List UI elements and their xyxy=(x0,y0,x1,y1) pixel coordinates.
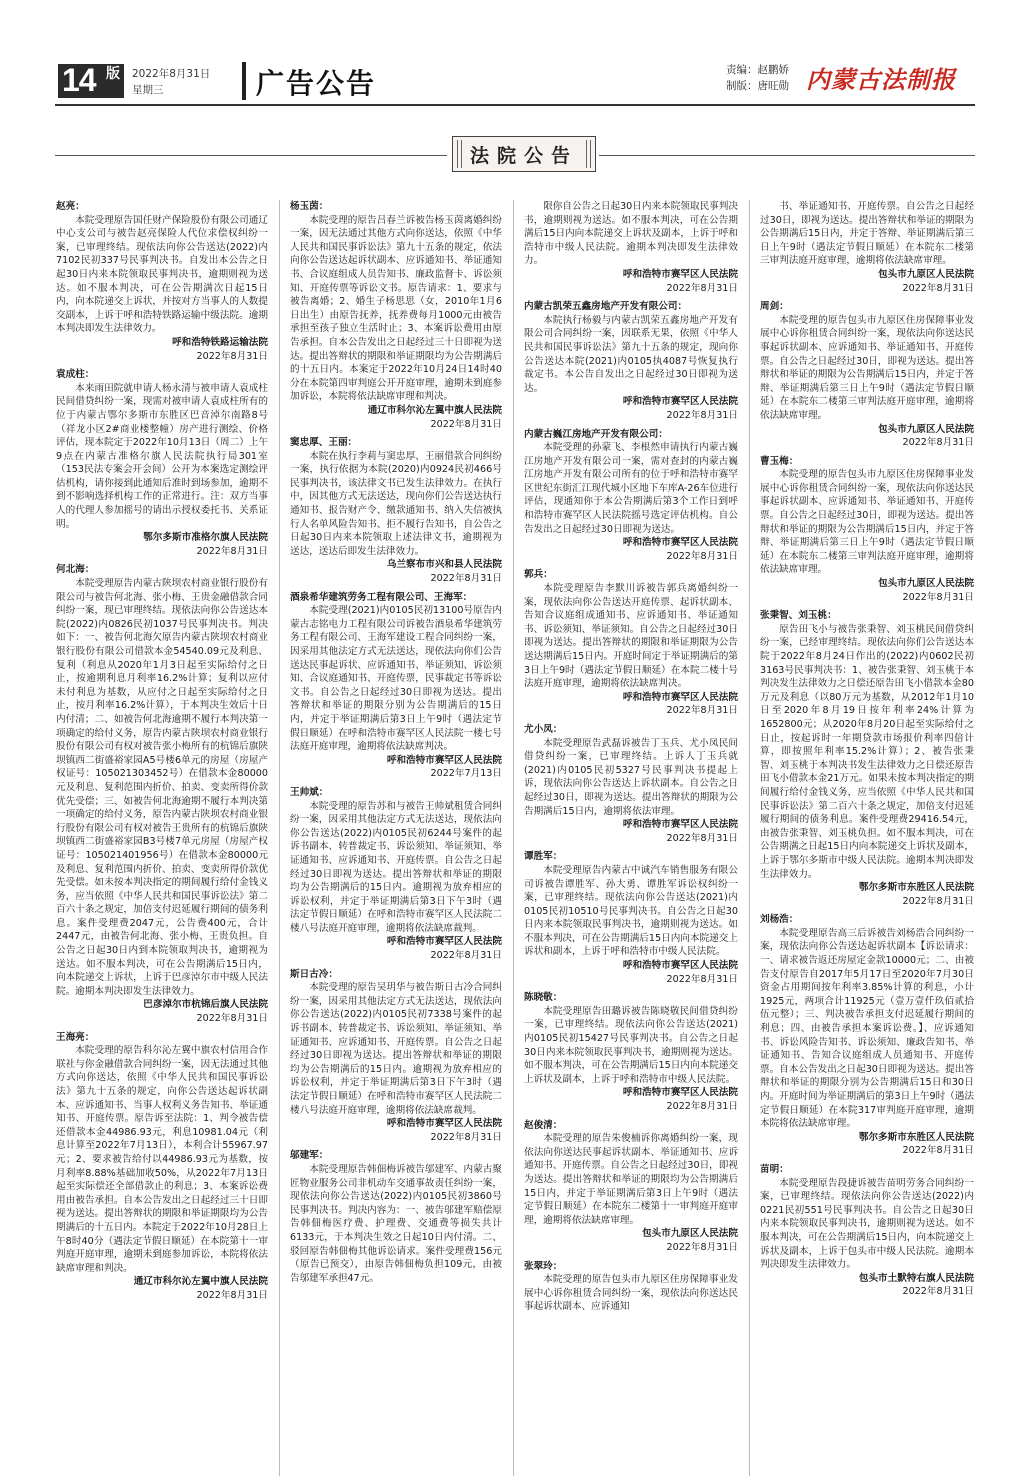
date: 2022年8月31日 xyxy=(132,68,211,80)
notice-date: 2022年8月31日 xyxy=(430,1131,502,1143)
notice-body: 本院受理的原告包头市九原区住房保障事业发展中心诉你租赁合同纠纷一案，现依法向你送达民事起诉状副本、应诉通知书、举证通知书、开庭传票。自公告之日起经过30日，即视为送达。提出答辩状和举证的期限为公告期满后15日内，并定于答辩、举证期满后第三日上午9时（遇法定节假日顺延）在本院东二楼第三审判法庭开庭审理，逾期将依法缺席审理。 xyxy=(760,314,974,421)
section-banner: 法院公告 xyxy=(452,136,596,172)
column-4 xyxy=(760,200,974,1476)
notice-addressee: 郭兵： xyxy=(524,569,553,581)
notice-court: 包头市土默特右旗人民法院 xyxy=(858,1272,974,1284)
court-notice xyxy=(56,1031,268,1303)
notice-addressee: 张翠玲： xyxy=(524,1260,563,1272)
notice-body: 本院受理原告国任财产保险股份有限公司通辽中心支公司与被告赵亮保险人代位求偿权纠纷一案，已审理终结。现依法向你公告送达(2022)内7102民初337号民事判决书。自发出本公告之日起30日内来本院领取民事判决书，逾期则视为送达。如不服本判决，可在公告期满次日起15日内，向本院递交上诉状，并按对方当事人的人数提交副本，上诉于呼和浩特铁路运输中级法院。逾期本判决即发生法律效力。 xyxy=(56,214,268,335)
notice-date: 2022年8月31日 xyxy=(666,1241,738,1253)
page-number-box xyxy=(58,64,124,98)
title-bar xyxy=(242,62,246,100)
notice-body: 本院受理原告内蒙古陕坝农村商业银行股份有限公司与被告何北海、张小梅、王贵金融借款合同纠纷一案，现已审理终结。现依法向你公告送达本院(2022)内0826民初1037号民事判决书。判决如下：一、被告何北海欠原告内蒙古陕坝农村商业银行股份有限公司借款本金54540.09元及利息、复利（利息从2020年1月3日起至实际给付之日止，按逾期利息月利率16.2%计算；复利以应付未付利息为基数，从应付之日起至实际给付之日止，按月利率16.2%计算），于本判决生效后十日内付清；二、如被告何北海逾期不履行本判决第一项确定的给付义务，原告内蒙古陕坝农村商业银行股份有限公司有权对被告张小梅所有的杭锦后旗陕坝镇西二街盛裕家园A5号楼6单元的房屋（房屋产权证号：105021303452号）在借款本金80000元及利息、复利范围内折价、拍卖、变卖所得价款优先受偿；三、如被告何北海逾期不履行本判决第一项确定的给付义务，原告内蒙古陕坝农村商业银行股份有限公司有权对被告王贵所有的杭锦后旗陕坝镇西二街盛裕家园B3号楼7单元房屋（房屋产权证号：105021401956号）在借款本金80000元及利息、复利范围内折价、拍卖、变卖所得价款优先受偿。如未按本判决指定的期间履行给付金钱义务，应当依照《中华人民共和国民事诉讼法》第二百六十条之规定，加倍支付迟延履行期间的债务利息。案件受理费2047元，公告费400元，合计2447元，由被告何北海、张小梅、王贵负担。自公告之日起30日内到本院领取判决书，逾期视为送达。如不服本判决，可在公告期满后15日内，向本院递交上诉状，上诉于巴彦淖尔市中级人民法院。逾期本判决即发生法律效力。 xyxy=(56,578,268,997)
notice-body: 本院受理的原告包头市九原区住房保障事业发展中心诉你租赁合同纠纷一案，现依法向你送达民事起诉状副本、应诉通知书、举证通知书、开庭传票。自公告之日起经过30日，即视为送达。提出答辩状和举证的期限为公告期满后15日内，并定于答辩、举证期满后第三日上午9时（遇法定节假日顺延）在本院东二楼第三审判法庭开庭审理，逾期将依法缺席审理。 xyxy=(760,469,974,576)
court-notice xyxy=(290,200,502,431)
notice-body: 本来雨田院就申请人杨永清与被申请人袁成柱民间借贷纠纷一案，现需对被申请人袁成柱所有的位于内蒙古鄂尔多斯市东胜区巴音淖尔南路8号（祥龙小区2#商业楼整幢）房产进行测绘、价格评估，现本院定于2022年10月13日（周二）上午9点在内蒙古准格尔旗人民法院执行局301室（153民法专案会开会间）公开为本案选定测绘评估机构，请你接到此通知后准时到场参加，逾期不到不影响选择机构工作的正常进行。注：双方当事人的代理人参加摇号的请出示授权委托书、关系证明。 xyxy=(56,382,268,530)
court-notice xyxy=(760,913,974,1158)
notice-body: 本院在执行李莉与窦忠厚、王丽借款合同纠纷一案，执行依据为本院(2020)内0924民初466号民事判决书，该法律文书已发生法律效力。在执行中，因其他方式无法送达，现向你们公告送达执行通知书、报告财产令、缴款通知书、纳入失信被执行人名单风险告知书、拒不履行告知书，自公告之日起30日内来本院领取上述法律文书，逾期视为送达，送达后即发生法律效力。 xyxy=(290,450,502,557)
court-notice xyxy=(56,200,268,363)
notice-addressee: 内蒙古巍江房地产开发有限公司： xyxy=(524,428,668,440)
notice-date: 2022年8月31日 xyxy=(196,545,268,557)
notice-body: 原告田飞小与被告张秉智、刘玉桃民间借贷纠纷一案，已经审理终结。现依法向你们公告送达本院于2022年8月24日作出的(2022)内0602民初3163号民事判决书：1、被告张秉智、刘玉桃于本判决发生法律效力之日偿还原告田飞小借款本金80万元及利息（以80万元为基数，从2012年1月10日至2020年8月19日按年利率24%计算为1652800元；从2020年8月20日起至实际给付之日止，按起诉时一年期贷款市场报价利率四倍计算，即按照年利率15.2%计算）；2、被告张秉智、刘玉桃于本判决书发生法律效力之日偿还原告田飞小借款本金21万元。如果未按本判决指定的期间履行给付金钱义务，应当依照《中华人民共和国民事诉讼法》第二百六十条之规定，加倍支付迟延履行期间的债务利息。案件受理费29416.54元，由被告张秉智、刘玉桃负担。如不服本判决，可在公告期满之日起15日内向本院递交上诉状及副本，上诉于鄂尔多斯市中级人民法院。逾期本判决即发生法律效力。 xyxy=(760,623,974,880)
newspaper-masthead: 内蒙古法制报 xyxy=(806,65,956,94)
notice-date: 2022年8月31日 xyxy=(430,418,502,430)
notice-date: 2022年8月31日 xyxy=(666,1101,738,1112)
notice-body: 本院受理原告段捷诉被告苗明劳务合同纠纷一案，已审理终结。现依法向你公告送达(2022)内0221民初551号民事判决书。自公告之日起30日内来本院领取民事判决书，逾期则视为送达。如不服本判决，可在公告期满后15日内，向本院递交上诉状及副本，上诉于包头市中级人民法院。逾期本判决即发生法律效力。 xyxy=(760,1177,974,1271)
notice-addressee: 尤小凤： xyxy=(524,723,563,735)
notice-court: 鄂尔多斯市东胜区人民法院 xyxy=(858,882,974,894)
header-rule xyxy=(55,104,975,106)
notice-addressee: 酒泉希华建筑劳务工程有限公司、王海军： xyxy=(290,591,473,603)
court-notice xyxy=(290,968,502,1145)
court-notice xyxy=(524,200,738,295)
notice-addressee: 曹玉梅： xyxy=(760,455,799,467)
column-divider xyxy=(749,200,750,1476)
notice-date: 2022年8月31日 xyxy=(902,437,974,449)
weekday: 星期三 xyxy=(132,84,164,96)
credits xyxy=(726,62,789,94)
notice-body: 本院受理原告田璐诉被告陈晓敬民间借贷纠纷一案，已审理终结。现依法向你公告送达(2021)内0105民初15427号民事判决书。自公告之日起30日内来本院领取民事判决书，逾期则视为送达。如不服本判决，可在公告期满后15日内向本院递交上诉状及副本，上诉于呼和浩特市中级人民法院。 xyxy=(524,1005,738,1085)
notice-body: 本院受理的原告朱俊楠诉你离婚纠纷一案，现依法向你送达民事起诉状副本、举证通知书、应诉通知书、开庭传票。自公告之日起经过30日，即视为送达。提出答辩状和举证的期限均为公告期满后15日内，并定于举证期满后第3日上午9时（遇法定节假日顺延）在本院东二楼第十一审判庭开庭审理，逾期将依法缺席审理。 xyxy=(524,1133,738,1226)
notice-body: 本院受理原告韩佃梅诉被告邬建军、内蒙古聚匠物业服务公司非机动车交通事故责任纠纷一案，现依法向你公告送达(2022)内0105民初3860号民事判决书。判决内容为：一、被告邬建军赔偿原告韩佃梅医疗费、护理费、交通费等损失共计6133元，于本判决生效之日起10日内付清。二、驳回原告韩佃梅其他诉讼请求。案件受理费156元（原告已预交），由原告韩佃梅负担109元，由被告邬建军承担47元。 xyxy=(290,1163,502,1284)
notice-addressee: 杨玉茵： xyxy=(290,201,329,212)
court-notice xyxy=(290,591,502,781)
notice-date: 2022年7月13日 xyxy=(430,768,502,780)
notice-court: 包头市九原区人民法院 xyxy=(878,423,974,435)
notice-date: 2022年8月31日 xyxy=(666,409,738,421)
notice-court: 包头市九原区人民法院 xyxy=(878,268,974,280)
court-notice xyxy=(524,991,738,1113)
notice-addressee: 谭胜军： xyxy=(524,851,563,863)
notice-court: 呼和浩特市赛罕区人民法院 xyxy=(622,537,738,549)
notice-court: 通辽市科尔沁左翼中旗人民法院 xyxy=(367,404,502,416)
notice-body: 本院受理的原告吴玥华与被告斯日古冷合同纠纷一案，因采用其他法定方式无法送达，现依法向你公告送达(2022)内0105民初7338号案件的起诉书副本、转普裁定书、诉讼须知、举证须知、举证通知书、应诉通知书、开庭传票。自公告之日起经过30日即视为送达。提出答辩状和举证的期限均为公告期满后的15日内。逾期视为放弃相应的诉讼权利，并定于举证期满后第3日下午3时（遇法定节假日顺延）在呼和浩特市赛罕区人民法院二楼八号法庭开庭审理，逾期将依法缺席裁判。 xyxy=(290,982,502,1116)
column-1 xyxy=(56,200,268,1476)
notice-court: 鄂尔多斯市准格尔旗人民法院 xyxy=(143,532,268,544)
court-notice xyxy=(56,563,268,1025)
notice-body: 本院受理的孙蒙飞、李根然申请执行内蒙古巍江房地产开发有限公司一案，需对查封的内蒙古巍江房地产开发有限公司所有的位于呼和浩特市赛罕区世纪东街汇江现代城小区地下车库A-26车位进行评估，现通知你于本公告期满后第3个工作日到呼和浩特市赛罕区人民法院摇号选定评估机构。自公告发出之日起经过30日即视为送达。 xyxy=(524,442,738,535)
notice-addressee: 陈晓敬： xyxy=(524,992,563,1004)
court-notice xyxy=(290,436,502,586)
notice-date: 2022年8月31日 xyxy=(196,1289,268,1301)
producer: 制版：唐旺勋 xyxy=(726,80,789,92)
notice-body: 书、举证通知书、开庭传票。自公告之日起经过30日，即视为送达。提出答辩状和举证的期限为公告期满后15日内，并定于答辩、举证期满后第三日上午9时（遇法定节假日顺延）在本院东二楼第三审判法庭开庭审理，逾期将依法缺席审理。 xyxy=(760,201,974,267)
page-number: 14 xyxy=(62,62,96,98)
column-divider xyxy=(279,200,280,1476)
notice-body: 本院受理的原告吕春兰诉被告杨玉茵离婚纠纷一案，因无法通过其他方式向你送达，依照《中华人民共和国民事诉讼法》第九十五条的规定，依法向你公告送达起诉状副本、应诉通知书、举证通知书、合议庭组成人员告知书、廉政监督卡、诉讼须知、开庭传票等诉讼文书。原告请求：1、要求与被告离婚；2、婚生子杨思思（女，2010年1月6日出生）由原告抚养，抚养费每月1000元由被告承担至孩子独立生活时止；3、本案诉讼费用由原告承担。自本公告发出之日起经过三十日即视为送达。提出答辩状的期限和举证期限均为公告期满后的十五日内。本案定于2022年10月24日14时40分在本院第四审判庭公开开庭审理，逾期未到庭参加诉讼，本院将依法缺席审理和判决。 xyxy=(290,214,502,403)
notice-date: 2022年8月31日 xyxy=(666,832,738,844)
notice-body: 本院受理的原告苏和与被告王帅斌租赁合同纠纷一案，因采用其他法定方式无法送达，现依法向你公告送达(2022)内0105民初6244号案件的起诉书副本、转普裁定书、诉讼须知、举证须知、举证通知书、应诉通知书、开庭传票。自公告之日起经过30日即视为送达。提出答辩状和举证的期限均为公告期满后的15日内。逾期视为放弃相应的诉讼权利，并定于举证期满后第3日下午3时（遇法定节假日顺延）在呼和浩特市赛罕区人民法院二楼八号法庭开庭审理，逾期将依法缺席裁判。 xyxy=(290,800,502,934)
court-notice xyxy=(56,368,268,558)
court-notice xyxy=(524,568,738,718)
court-notice xyxy=(290,786,502,963)
court-notice xyxy=(524,1260,738,1314)
notice-body: 本院受理原告李默川诉被告郭兵离婚纠纷一案，现依法向你公告送达开庭传票、起诉状副本、告知合议庭组成通知书、应诉通知书、举证通知书、诉讼须知、举证须知。自公告之日起经过30日即视为送达。提出答辩状的期限和举证期限为公告送达期满后15日内。开庭时间定于举证期满后的第3日上午9时（遇法定节假日顺延）在本院二楼十号法庭开庭审理，逾期将依法缺席判决。 xyxy=(524,583,738,690)
column-divider xyxy=(513,200,514,1476)
issue-date xyxy=(132,66,210,98)
notice-body: 本院受理原告高三后诉被告刘杨浩合同纠纷一案，现依法向你公告送达起诉状副本【诉讼请求：一、请求被告返还房屋定金款10000元；二、由被告支付原告自2017年5月17日至2020年7月30日资金占用期间按年利率3.85%计算的利息，小计1925元，两项合计11925元（壹万壹仟玖佰贰拾伍元整）；三、判决被告承担支付迟延履行期间的利息；四、由被告承担本案诉讼费。】、应诉通知书、诉讼风险告知书、诉讼须知、廉政告知书、举证通知书、告知合议庭组成人员通知书、开庭传票。自本公告发出之日起30日即视为送达。提出答辩状和举证的期限分别为公告期满后15日和30日内。开庭时间为举证期满后的第3日上午9时（遇法定节假日顺延）在本院317审判庭开庭审理，逾期本院将依法缺席审理。 xyxy=(760,927,974,1130)
notice-court: 呼和浩特市赛罕区人民法院 xyxy=(386,754,502,766)
notice-addressee: 内蒙古凯荣五鑫房地产开发有限公司： xyxy=(524,301,688,313)
notice-court: 呼和浩特市赛罕区人民法院 xyxy=(622,396,738,408)
notice-date: 2022年8月31日 xyxy=(430,950,502,962)
column-3 xyxy=(524,200,738,1476)
court-notice xyxy=(760,609,974,908)
page-header xyxy=(0,0,1024,120)
notice-addressee: 赵亮： xyxy=(56,201,85,212)
notice-court: 呼和浩特市赛罕区人民法院 xyxy=(386,936,502,948)
notice-court: 乌兰察布市兴和县人民法院 xyxy=(386,559,502,571)
notice-court: 呼和浩特市赛罕区人民法院 xyxy=(622,691,738,703)
court-notice xyxy=(524,723,738,845)
notice-court: 呼和浩特市赛罕区人民法院 xyxy=(622,268,738,280)
notice-date: 2022年8月31日 xyxy=(666,705,738,717)
notice-body: 限你自公告之日起30日内来本院领取民事判决书，逾期则视为送达。如不服本判决，可在公告期满后15日内向本院递交上诉状及副本，上诉于呼和浩特市中级人民法院。逾期本判决即发生法律效力。 xyxy=(524,201,738,267)
court-notice xyxy=(524,300,738,422)
notice-court: 鄂尔多斯市东胜区人民法院 xyxy=(858,1131,974,1143)
notice-court: 通辽市科尔沁左翼中旗人民法院 xyxy=(133,1276,268,1288)
court-notice xyxy=(524,850,738,986)
column-2 xyxy=(290,200,502,1476)
notice-addressee: 王海亮： xyxy=(56,1031,95,1043)
notice-court: 呼和浩特市赛罕区人民法院 xyxy=(622,819,738,831)
court-notice xyxy=(760,455,974,605)
notice-body: 本院受理(2021)内0105民初13100号原告内蒙古志铭电力工程有限公司诉被告酒泉希华建筑劳务工程有限公司、王海军建设工程合同纠纷一案，因采用其他法定方式无法送达，现依法向你们公告送达民事起诉状、应诉通知书、举证须知、诉讼须知、合议庭通知书、开庭传票，民事裁定书等诉讼文书。自公告之日起经过30日即视为送达。提出答辩状和举证的期限分别为公告期满后的15日内，并定于举证期满后第3日上午9时（遇法定节假日顺延）在呼和浩特市赛罕区人民法院一楼七号法庭开庭审理，逾期将依法缺席判决。 xyxy=(290,605,502,753)
court-notice xyxy=(760,200,974,295)
notice-addressee: 王帅斌： xyxy=(290,786,329,798)
notice-body: 本院受理的原告科尔沁左翼中旗农村信用合作联社与你金融借款合同纠纷一案，因无法通过其他方式向你送达，依照《中华人民共和国民事诉讼法》第九十五条的规定，向你公告送达起诉状副本、应诉通知书、当事人权利义务告知书、举证通知书、开庭传票。原告诉至法院：1、判令被告偿还借款本金44986.93元，利息10981.04元（利息计算至2022年7月13日），本利合计55967.97元；2、要求被告给付以44986.93元为基数，按月利率8.88%基础加收50%，从2022年7月13日起至实际偿还全部借款止的利息；3、本案诉讼费用由被告承担。自本公告发出之日起经过三十日即视为送达。提出答辩状的期限和举证期限均为公告期满后的十五日内。本院定于2022年10月28日上午8时40分（遇法定节假日顺延）在本院第十一审判庭开庭审理，逾期未到庭参加诉讼，本院将依法缺席审理和判决。 xyxy=(56,1045,268,1274)
page-suffix: 版 xyxy=(106,65,120,81)
notice-addressee: 苗明： xyxy=(760,1163,789,1175)
notice-addressee: 何北海： xyxy=(56,564,95,576)
notice-body: 本院受理原告武磊诉被告丁玉兵、尤小凤民间借贷纠纷一案，已审理终结。上诉人丁玉兵就(2021)内0105民初5327号民事判决书提起上诉，现依法向你公告送达上诉状副本。自公告之日起经过30日，即视为送达。提出答辩状的期限为公告期满后15日内，逾期将依法审理。 xyxy=(524,737,738,817)
notice-date: 2022年8月31日 xyxy=(196,350,268,362)
notice-addressee: 邬建军： xyxy=(290,1150,329,1162)
notice-court: 呼和浩特铁路运输法院 xyxy=(172,336,268,348)
notice-date: 2022年8月31日 xyxy=(196,1013,268,1025)
notice-date: 2022年8月31日 xyxy=(902,1145,974,1157)
notice-court: 巴彦淖尔市杭锦后旗人民法院 xyxy=(143,999,268,1011)
notice-court: 呼和浩特市赛罕区人民法院 xyxy=(622,960,738,972)
section-title: 广告公告 xyxy=(256,67,377,100)
court-notice xyxy=(760,1163,974,1299)
notice-court: 呼和浩特市赛罕区人民法院 xyxy=(386,1118,502,1130)
notice-body: 本院执行杨毅与内蒙古凯荣五鑫房地产开发有限公司合同纠纷一案，因联系无果，依照《中华人民共和国民事诉讼法》第九十五条的规定，现向你公告送达本院(2021)内0105执4087号恢复执行裁定书。本公告自发出之日起经过30日即视为送达。 xyxy=(524,314,738,394)
notice-court: 包头市九原区人民法院 xyxy=(878,578,974,590)
court-notice xyxy=(760,300,974,450)
notice-date: 2022年8月31日 xyxy=(666,282,738,294)
notice-addressee: 斯日古冷： xyxy=(290,968,338,980)
notice-addressee: 赵俊清： xyxy=(524,1119,563,1131)
notice-date: 2022年8月31日 xyxy=(430,573,502,585)
notice-court: 包头市九原区人民法院 xyxy=(642,1228,738,1240)
notice-addressee: 刘杨浩： xyxy=(760,914,799,926)
notice-date: 2022年8月31日 xyxy=(902,282,974,294)
notice-addressee: 袁成柱： xyxy=(56,369,95,381)
notice-date: 2022年8月31日 xyxy=(666,973,738,985)
notice-body: 本院受理原告内蒙古中诚汽车销售服务有限公司诉被告谭胜军、孙大勇、谭胜军诉讼权纠纷一案，已审理终结。现依法向你公告送达(2021)内0105民初10510号民事判决书。自公告之日起30日内来本院领取民事判决书，逾期则视为送达。如不服本判决，可在公告期满后15日内向本院递交上诉状和副本，上诉于呼和浩特市中级人民法院。 xyxy=(524,864,738,958)
editor: 责编：赵鹏娇 xyxy=(726,64,789,76)
court-notice xyxy=(290,1149,502,1285)
notice-addressee: 张秉智、刘玉桃： xyxy=(760,610,837,622)
notice-body: 本院受理的原告包头市九原区住房保障事业发展中心诉你租赁合同纠纷一案，现依法向你送达民事起诉状副本、应诉通知 xyxy=(524,1274,738,1313)
notice-court: 呼和浩特市赛罕区人民法院 xyxy=(622,1087,738,1099)
court-notice xyxy=(524,428,738,564)
notice-addressee: 窦忠厚、王丽： xyxy=(290,437,358,449)
notice-date: 2022年8月31日 xyxy=(666,550,738,562)
notice-date: 2022年8月31日 xyxy=(902,895,974,907)
notice-date: 2022年8月31日 xyxy=(902,1286,974,1298)
notice-addressee: 周剑： xyxy=(760,301,789,313)
court-notice xyxy=(524,1119,738,1255)
notice-date: 2022年8月31日 xyxy=(902,591,974,603)
